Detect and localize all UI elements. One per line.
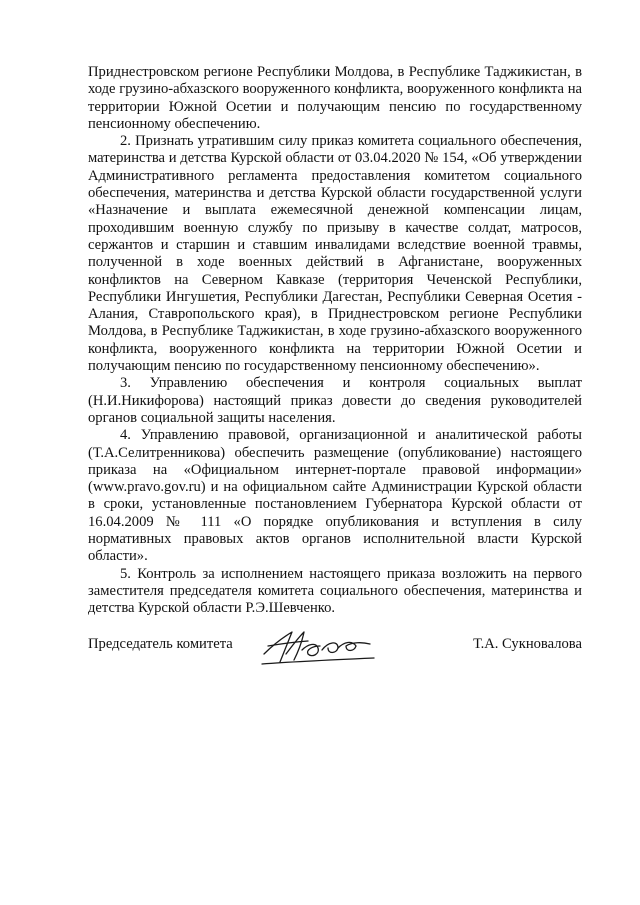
handwritten-signature (258, 624, 378, 672)
signatory-position: Председатель комитета (88, 636, 233, 652)
paragraph-item-4: 4. Управлению правовой, организационной и аналитической работы (Т.А.Селитренникова) обеспечить размещение (опубликование) настоящего приказа на «Официальном интернет-портале правовой информации» (www.pravo.gov.ru) и на официальном сайте Администрации Курской области в сроки, установленные постановлением Губернатора Курской области от 16.04.2009 № 111 «О порядке опубликования и вступления в силу нормативных правовых актов органов исполнительной власти Курской области». (88, 427, 582, 565)
paragraph-continuation: Приднестровском регионе Республики Молдова, в Республике Таджикистан, в ходе грузино-абхазского вооруженного конфликта, вооруженного конфликта на территории Южной Осетии и получающим пенсию по государственному пенсионному обеспечению. (88, 64, 582, 132)
paragraph-item-3: 3. Управлению обеспечения и контроля социальных выплат (Н.И.Никифорова) настоящий приказ довести до сведения руководителей органов социальной защиты населения. (88, 375, 582, 426)
document-body (88, 64, 582, 618)
signatory-name: Т.А. Сукновалова (473, 636, 582, 652)
paragraph-item-2: 2. Признать утратившим силу приказ комитета социального обеспечения, материнства и детства Курской области от 03.04.2020 № 154, «Об утверждении Административного регламента предоставления комитетом социального обеспечения, материнства и детства Курской области государственной услуги «Назначение и выплата ежемесячной денежной компенсации лицам, проходившим военную службу по призыву в качестве солдат, матросов, сержантов и старшин и ставшим инвалидами вследствие военной травмы, полученной в ходе военных действий в Афганистане, вооруженных конфликтов на Северном Кавказе (территория Чеченской Республики, Республики Ингушетия, Республики Дагестан, Республики Северная Осетия - Алания, Ставропольского края), в Приднестровском регионе Республики Молдова, в Республике Таджикистан, в ходе грузино-абхазского вооруженного конфликта, вооруженного конфликта на территории Южной Осетии и получающим пенсию по государственному пенсионному обеспечению». (88, 133, 582, 375)
signature-block (88, 624, 582, 674)
paragraph-item-5: 5. Контроль за исполнением настоящего приказа возложить на первого заместителя председателя комитета социального обеспечения, материнства и детства Курской области Р.Э.Шевченко. (88, 565, 582, 617)
